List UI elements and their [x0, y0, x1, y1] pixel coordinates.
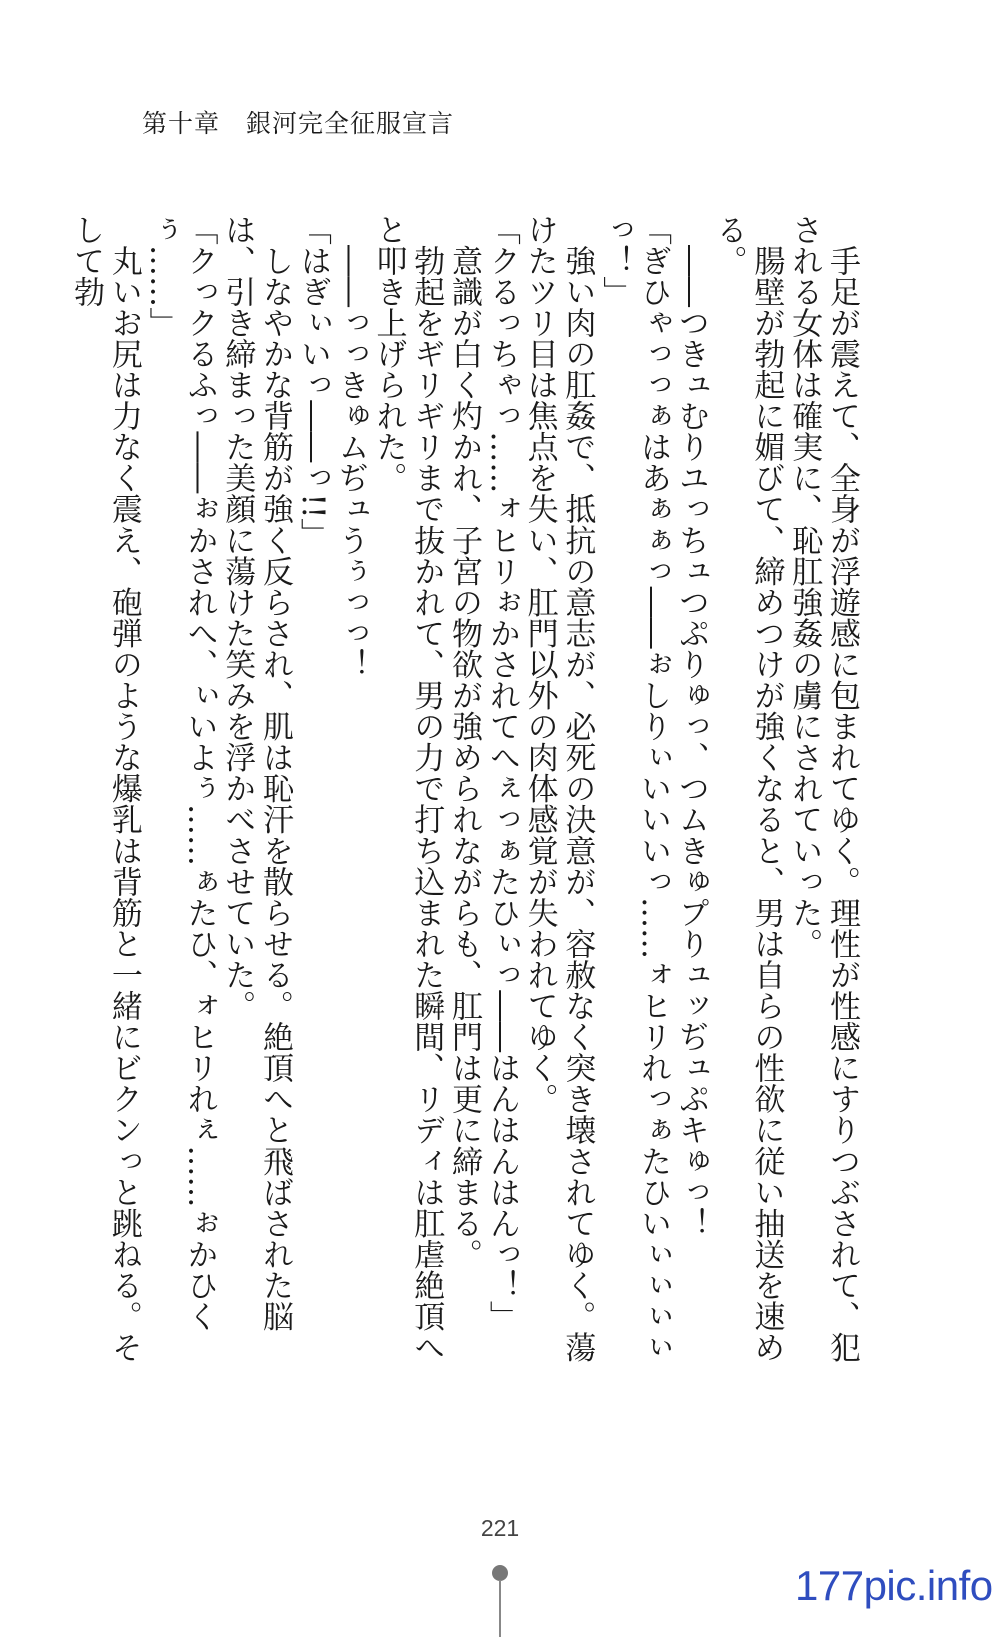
paragraph: 丸いお尻は力なく震え、砲弾のような爆乳は背筋と一緒にビクンっと跳ねる。そして勃 — [68, 214, 142, 1363]
paragraph: しなやかな背筋が強く反らされ、肌は恥汗を散らせる。絶頂へと飛ばされた脳は、引き締まった美顔に蕩けた笑みを浮かべさせていた。 — [219, 214, 294, 1332]
page-marker-line — [499, 1580, 501, 1637]
page-marker-dot — [492, 1565, 508, 1581]
paragraph: 「はぎぃいっ――っ!!」 — [294, 214, 331, 550]
watermark: 177pic.info — [795, 1562, 993, 1609]
paragraph: 「ぎひゃっっぁはあぁぁっ――ぉしりぃいいいっ……ォヒリれっぁたひいぃぃぃぃっ！」 — [597, 214, 672, 1363]
paragraph: ――っっきゅムぢュうぅっっ！ — [332, 214, 369, 680]
chapter-title: 第十章 銀河完全征服宣言 — [142, 109, 455, 138]
paragraph: 「クるっちゃっ……ォヒリぉかされてへぇっぁたひぃっ――はんはんはんっ！」 — [483, 214, 520, 1332]
paragraph: ――つきュむりユっちュつぷりゅっ、つムきゅプりュッぢュぷキゅっ！ — [672, 214, 709, 1239]
page-number: 221 — [480, 1515, 520, 1541]
body-text — [68, 214, 860, 1364]
paragraph: 勃起をギリギリまで抜かれて、男の力で打ち込まれた瞬間、リディは肛虐絶頂へと叩き上げられた。 — [370, 214, 445, 1363]
paragraph: 「クっクるふっ――ぉかされへ、ぃいよぅ……ぁたひ、ォヒリれぇ……ぉかひくぅ……」 — [143, 214, 218, 1332]
paragraph: 意識が白く灼かれ、子宮の物欲が強められながらも、肛門は更に締まる。 — [446, 214, 483, 1270]
paragraph: 強い肉の肛姦で、抵抗の意志が、必死の決意が、容赦なく突き壊されてゆく。蕩けたツリ目は焦点を失い、肛門以外の肉体感覚が失われてゆく。 — [521, 214, 596, 1363]
paragraph: 手足が震えて、全身が浮遊感に包まれてゆく。理性が性感にすりつぶされて、犯される女体は確実に、恥肛強姦の虜にされていった。 — [786, 214, 860, 1363]
paragraph: 腸壁が勃起に媚びて、締めつけが強くなると、男は自らの性欲に従い抽送を速める。 — [710, 214, 785, 1363]
